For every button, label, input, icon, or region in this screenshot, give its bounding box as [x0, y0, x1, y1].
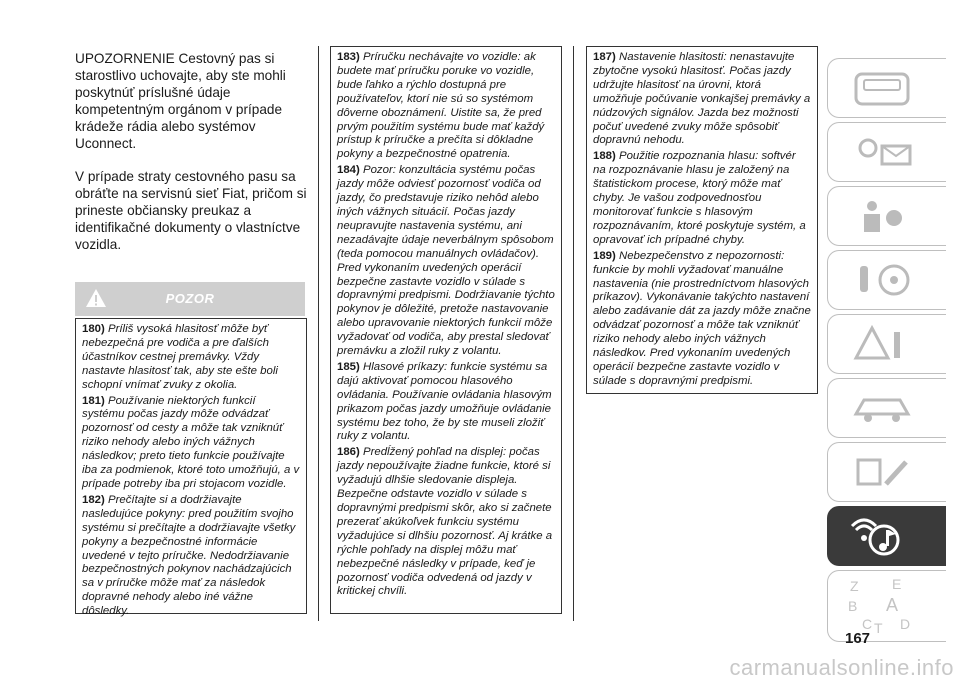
note-text: Použitie rozpoznania hlasu: softvér na rozpoznávanie hlasu je založený na štatistickom procese, ktorý môže mať chyby. Je vašou zodpovednosťou monitorovať funkcie s hlasovým rozpoznávaním, ktoré poskytuje systém, a opravovať ich prípadné chyby.	[593, 150, 806, 246]
index-letter: A	[886, 595, 899, 615]
safety-note	[337, 51, 555, 162]
note-number: 181)	[82, 394, 105, 407]
tab-car-overview[interactable]	[827, 58, 946, 118]
intro-paragraph-1: UPOZORNENIE Cestovný pas si starostlivo uchovajte, aby ste mohli poskytnúť príslušné údaje kompetentným orgánom v prípade krádeže rádia alebo systémov Uconnect.	[75, 51, 286, 151]
safety-note	[337, 164, 555, 359]
note-number: 189)	[593, 249, 616, 262]
note-text: Nastavenie hlasitosti: nenastavujte zbytočne vysokú hlasitosť. Počas jazdy udržujte hlasitosť na úrovni, ktorá umožňuje počúvanie vonkajšej premávky a núdzových signálov. Jazda bez možnosti počuť uvedené zvuky môže spôsobiť dopravnú nehodu.	[593, 51, 811, 147]
warning-box-3	[586, 46, 818, 394]
tab-maintenance[interactable]	[827, 378, 946, 438]
warning-box-1	[75, 318, 307, 618]
watermark: carmanualsonline.info	[729, 655, 954, 680]
page-number: 167	[845, 630, 871, 647]
tab-safety[interactable]	[827, 186, 946, 246]
note-text: Predĺžený pohľad na displej: počas jazdy nepoužívajte žiadne funkcie, ktoré si vyžadujú dlhšie sledovanie displeja. Bezpečne odstavte vozidlo v súlade s dopravnými predpismi skôr, ako si začnete prezerať akúkoľvek funkciu systému vyžadujúce si dlhšiu pozornosť. Aj krátke a rýchle pohľady na displej môžu mať nebezpečné následky v prípade, keď je pozornosť vodiča odvedená od jazdy v kritickej chvíli.	[337, 446, 553, 598]
warning-triangle-tools-icon	[850, 324, 920, 364]
index-letter: E	[892, 576, 902, 592]
key-steering-wheel-icon	[850, 260, 920, 300]
note-text: Pozor: konzultácia systému počas jazdy môže odviesť pozornosť vodiča od jazdy, čo predstavuje riziko nehôd alebo iných vážnych situácií. Počas jazdy neupravujte nastavenia systému, ani nezadávajte údaje neverbálnym spôsobom (teda pomocou manuálnych ovládačov). Pred vykonaním uvedených operácií bezpečne zastavte vozidlo v súlade s dopravnými predpismi. Dodržiavanie týchto pokynov je dôležité, pretože nastavovanie alebo upravovanie niektorých funkcií môže vyžadovať od vodiča, aby prestal sledovať premávku a zložil ruky z volantu.	[337, 164, 555, 358]
warning-lights-icon	[850, 132, 920, 172]
note-number: 184)	[337, 164, 360, 177]
warning-box-2	[330, 46, 562, 614]
note-number: 182)	[82, 493, 105, 506]
tab-emergency[interactable]	[827, 314, 946, 374]
tab-starting-driving[interactable]	[827, 250, 946, 310]
wrench-tech-data-icon	[850, 452, 920, 492]
index-letter: Z	[850, 578, 859, 594]
alphabet-index-icon	[842, 573, 922, 637]
note-text: Používanie niektorých funkcií systému počas jazdy môže odvádzať pozornosť od cesty a môže tak vzniknúť riziko nehody alebo iných vážnych následkov; preto tieto funkcie používajte iba za podmienok, ktoré toto umožňujú, a v prípade potreby iba pri stojacom vozidle.	[82, 394, 300, 490]
tab-technical-data[interactable]	[827, 442, 946, 502]
index-letter: T	[874, 620, 883, 636]
tab-dashboard-lights[interactable]	[827, 122, 946, 182]
intro-paragraph-2: V prípade straty cestovného pasu sa obráťte na servisnú sieť Fiat, pričom si prineste občiansky preukaz a identifikačné dokumenty o vlastníctve vozidla.	[75, 169, 307, 252]
car-lift-icon	[850, 388, 920, 428]
intro-column	[75, 50, 307, 269]
note-text: Príliš vysoká hlasitosť môže byť nebezpečná pre vodiča a pre ďalších účastníkov cestnej premávky. Vždy nastavte hlasitosť tak, aby ste ešte boli schopní vnímať zvuky z okolia.	[82, 323, 278, 391]
note-number: 185)	[337, 360, 360, 373]
safety-note	[337, 361, 555, 444]
safety-note	[82, 494, 300, 619]
index-letter: D	[900, 616, 911, 632]
warning-title: POZOR	[165, 291, 215, 306]
note-number: 188)	[593, 150, 616, 163]
note-number: 186)	[337, 446, 360, 459]
warning-header	[75, 282, 305, 316]
note-number: 180)	[82, 323, 105, 335]
safety-note	[593, 51, 811, 148]
tab-multimedia[interactable]	[827, 506, 946, 566]
column-divider	[318, 46, 319, 621]
note-number: 183)	[337, 51, 360, 63]
index-letter: B	[848, 598, 858, 614]
column-divider	[573, 46, 574, 621]
safety-note	[593, 250, 811, 389]
index-letter: C	[862, 616, 873, 632]
seat-airbag-icon	[850, 196, 920, 236]
safety-note	[337, 446, 555, 599]
note-text: Príručku nechávajte vo vozidle: ak budete mať príručku poruke vo vozidle, bude ľahko a rýchlo dostupná pre používateľov, ktorí nie sú so systémom dôverne oboznámení. Uistite sa, že pred prvým použitím systému bude mať každý prístup k príručke a prečíta si dôkladne pokyny a bezpečnostné opatrenia.	[337, 51, 545, 161]
note-number: 187)	[593, 51, 616, 63]
safety-note	[593, 150, 811, 247]
note-text: Nebezpečenstvo z nepozornosti: funkcie by mohli vyžadovať manuálne nastavenia (nie prostredníctvom hlasových príkazov). Vykonávanie takýchto nastavení alebo zadávanie dát za jazdy môže značne odvádzať pozornosť a môže tak vzniknúť riziko nehody alebo iných vážnych následkov. Pred vykonaním uvedených operácií bezpečne zastavte vozidlo v súlade s dopravnými predpismi.	[593, 249, 811, 387]
chapter-tabs	[827, 58, 960, 643]
multimedia-icon	[850, 516, 920, 560]
note-text: Prečítajte si a dodržiavajte nasledujúce pokyny: pred použitím svojho systému si prečítajte a dodržiavajte všetky pokyny a bezpečnostné informácie uvedené v tejto príručke. Nedodržiavanie bezpečnostných pokynov nachádzajúcich sa v príručke môže mať za následok dopravné nehody alebo iné vážne dôsledky.	[82, 493, 296, 618]
safety-note	[82, 395, 300, 492]
note-text: Hlasové príkazy: funkcie systému sa dajú aktivovať pomocou hlasového ovládania. Používanie ovládania hlasovým prikazom počas jazdy umožňuje ovládanie systému bez toho, že by ste museli zložiť ruky z volantu.	[337, 360, 552, 443]
safety-note	[82, 323, 300, 393]
car-icon	[850, 68, 920, 108]
